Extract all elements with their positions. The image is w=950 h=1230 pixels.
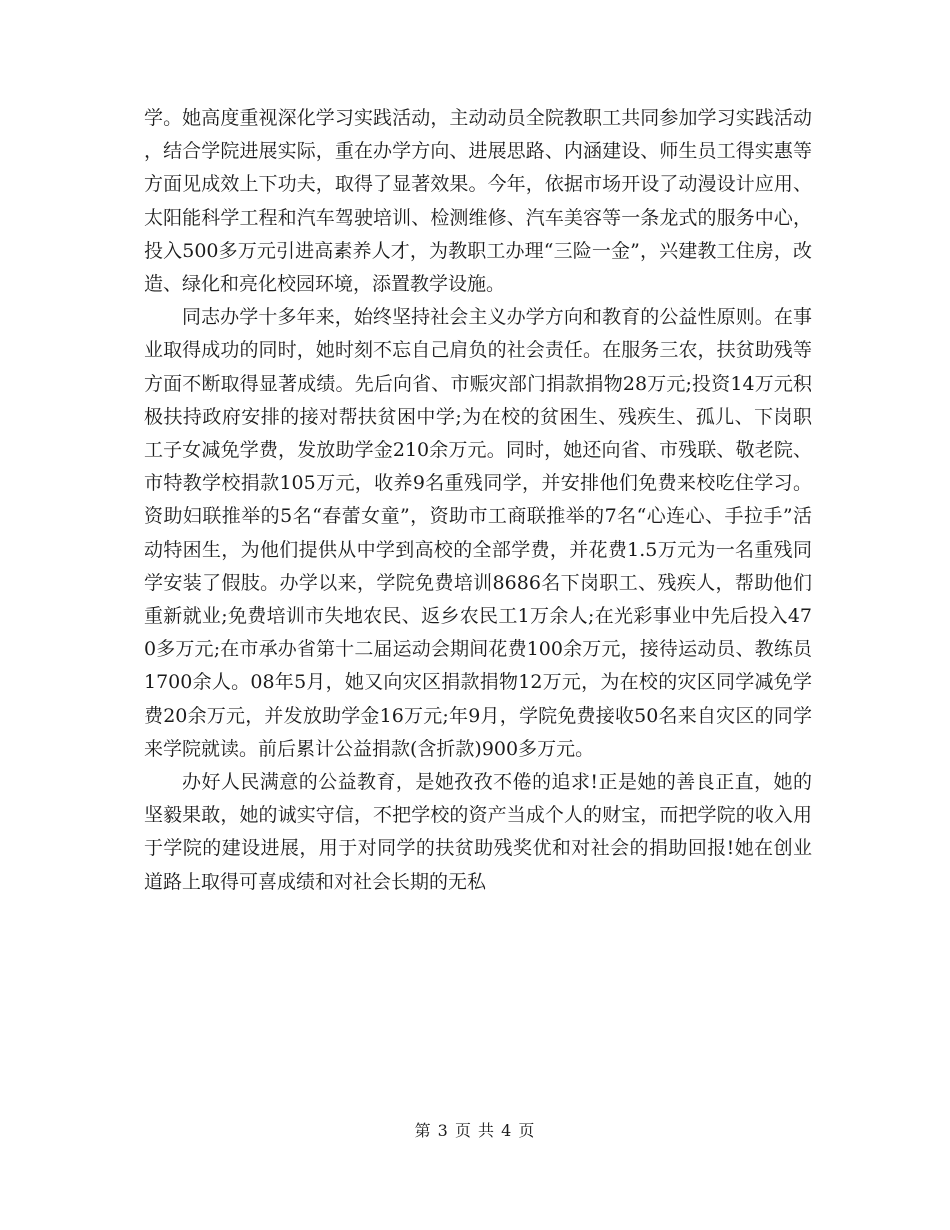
paragraph-2: 同志办学十多年来，始终坚持社会主义办学方向和教育的公益性原则。在事业取得成功的同时，她时刻不忘自己肩负的社会责任。在服务三农，扶贫助残等方面不断取得显著成绩。先后向省、市赈灾部门捐款捐物28万元;投资14万元积极扶持政府安排的接对帮扶贫困中学;为在校的贫困生、残疾生、孤儿、下岗职工子女减免学费，发放助学金210余万元。同时，她还向省、市残联、敬老院、市特教学校捐款105万元，收养9名重残同学，并安排他们免费来校吃住学习。资助妇联推举的5名“春蕾女童”，资助市工商联推举的7名“心连心、手拉手”活动特困生，为他们提供从中学到高校的全部学费，并花费1.5万元为一名重残同学安装了假肢。办学以来，学院免费培训8686名下岗职工、残疾人，帮助他们重新就业;免费培训市失地农民、返乡农民工1万余人;在光彩事业中先后投入470多万元;在市承办省第十二届运动会期间花费100余万元，接待运动员、教练员1700余人。08年5月，她又向灾区捐款捐物12万元，为在校的灾区同学减免学费20余万元，并发放助学金16万元;年9月，学院免费接收50名来自灾区的同学来学院就读。前后累计公益捐款(含折款)900多万元。 bbox=[144, 306, 812, 760]
document-body bbox=[144, 102, 812, 899]
paragraph-1: 学。她高度重视深化学习实践活动，主动动员全院教职工共同参加学习实践活动，结合学院进展实际，重在办学方向、进展思路、内涵建设、师生员工得实惠等方面见成效上下功夫，取得了显著效果。今年，依据市场开设了动漫设计应用、太阳能科学工程和汽车驾驶培训、检测维修、汽车美容等一条龙式的服务中心，投入500多万元引进高素养人才，为教职工办理“三险一金”，兴建教工住房，改造、绿化和亮化校园环境，添置教学设施。 bbox=[144, 107, 812, 296]
page-footer: 第 3 页 共 4 页 bbox=[414, 1121, 536, 1140]
paragraph-3: 办好人民满意的公益教育，是她孜孜不倦的追求!正是她的善良正直，她的坚毅果敢，她的诚实守信，不把学校的资产当成个人的财宝，而把学院的收入用于学院的建设进展，用于对同学的扶贫助残奖优和对社会的捐助回报!她在创业道路上取得可喜成绩和对社会长期的无私 bbox=[144, 771, 812, 893]
